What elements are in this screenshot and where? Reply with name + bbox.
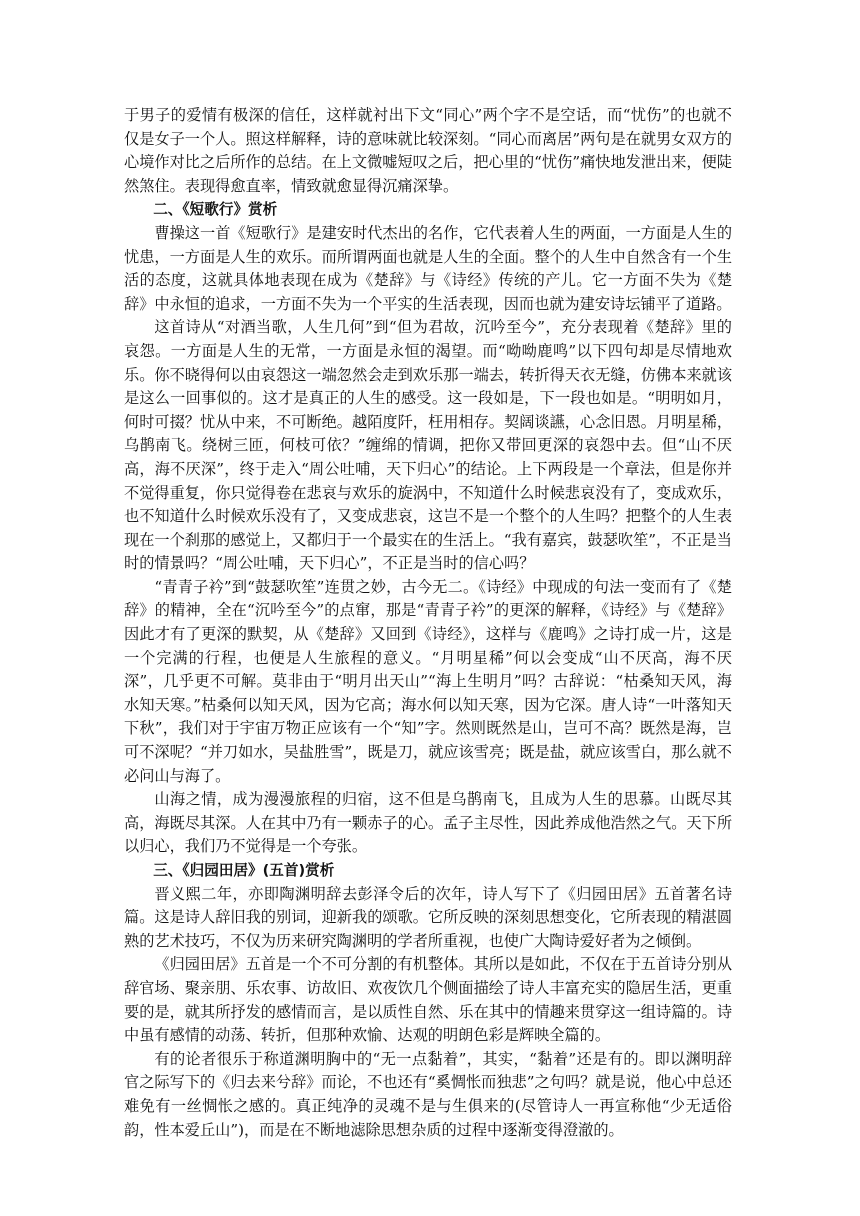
body-paragraph: 《归园田居》五首是一个不可分割的有机整体。其所以是如此，不仅在于五首诗分别从辞官场、聚亲朋、乐农事、访故旧、欢夜饮几个侧面描绘了诗人丰富充实的隐居生活，更重要的是，就其所抒发的感情而言，是以质性自然、乐在其中的情趣来贯穿这一组诗篇的。诗中虽有感情的动荡、转折，但那种欢愉、达观的明朗色彩是辉映全篇的。 bbox=[124, 955, 732, 1045]
body-paragraph: 曹操这一首《短歌行》是建安时代杰出的名作，它代表着人生的两面，一方面是人生的忧患，一方面是人生的欢乐。而所谓两面也就是人生的全面。整个的人生中自然含有一个生活的态度，这就具体地表现在成为《楚辞》与《诗经》传统的产儿。它一方面不失为《楚辞》中永恒的追求，一方面不失为一个平实的生活表现，因而也就为建安诗坛铺平了道路。 bbox=[124, 223, 732, 313]
body-paragraph: “青青子衿”到“鼓瑟吹笙”连贯之妙，古今无二。《诗经》中现成的句法一变而有了《楚辞》的精神，全在“沉吟至今”的点窜，那是“青青子衿”的更深的解释，《诗经》与《楚辞》因此才有了更深的默契，从《楚辞》又回到《诗经》，这样与《鹿鸣》之诗打成一片，这是一个完满的行程，也便是人生旅程的意义。“月明星稀”何以会变成“山不厌高，海不厌深”，几乎更不可解。莫非由于“明月出天山”“海上生明月”吗？古辞说：“枯桑知天风，海水知天寒。”枯桑何以知天风，因为它高；海水何以知天寒，因为它深。唐人诗“一叶落知天下秋”，我们对于宇宙万物正应该有一个“知”字。然则既然是山，岂可不高？既然是海，岂可不深呢？“并刀如水，吴盐胜雪”，既是刀，就应该雪亮；既是盐，就应该雪白，那么就不必问山与海了。 bbox=[124, 577, 732, 785]
body-paragraph: 这首诗从“对酒当歌，人生几何”到“但为君故，沉吟至今”，充分表现着《楚辞》里的哀怨。一方面是人生的无常，一方面是永恒的渴望。而“呦呦鹿鸣”以下四句却是尽情地欢乐。你不晓得何以由哀怨这一端忽然会走到欢乐那一端去，转折得天衣无缝，仿佛本来就该是这么一回事似的。这才是真正的人生的感受。这一段如是，下一段也如是。“明明如月，何时可掇？忧从中来，不可断绝。越陌度阡，枉用相存。契阔谈讌，心念旧恩。月明星稀，乌鹊南飞。绕树三匝，何枝可依？”缠绵的情调，把你又带回更深的哀怨中去。但“山不厌高，海不厌深”，终于走入“周公吐哺，天下归心”的结论。上下两段是一个章法，但是你并不觉得重复，你只觉得卷在悲哀与欢乐的旋涡中，不知道什么时候悲哀没有了，变成欢乐，也不知道什么时候欢乐没有了，又变成悲哀，这岂不是一个整个的人生吗？把整个的人生表现在一个刹那的感觉上，又都归于一个最实在的生活上。“我有嘉宾，鼓瑟吹笙”，不正是当时的情景吗？“周公吐哺，天下归心”，不正是当时的信心吗？ bbox=[124, 318, 732, 573]
body-paragraph: 有的论者很乐于称道渊明胸中的“无一点黏着”，其实，“黏着”还是有的。即以渊明辞官之际写下的《归去来兮辞》而论，不也还有“奚惆怅而独悲”之句吗？就是说，他心中总还难免有一丝惆怅之感的。真正纯净的灵魂不是与生俱来的(尽管诗人一再宣称他“少无适俗韵，性本爱丘山”)，而是在不断地滤除思想杂质的过程中逐渐变得澄澈的。 bbox=[124, 1049, 732, 1139]
document-body bbox=[124, 104, 732, 1142]
section-heading: 三、《归园田居》(五首)赏析 bbox=[153, 862, 335, 879]
section-heading: 二、《短歌行》赏析 bbox=[153, 201, 278, 219]
body-paragraph: 山海之情，成为漫漫旅程的归宿，这不但是乌鹊南飞，且成为人生的思慕。山既尽其高，海既尽其深。人在其中乃有一颗赤子的心。孟子主尽性，因此养成他浩然之气。天下所以归心，我们乃不觉得是一个夸张。 bbox=[124, 790, 732, 856]
body-paragraph: 于男子的爱情有极深的信任，这样就衬出下文“同心”两个字不是空话，而“忧伤”的也就不仅是女子一个人。照这样解释，诗的意味就比较深刻。“同心而离居”两句是在就男女双方的心境作对比之后所作的总结。在上文微嘘短叹之后，把心里的“忧伤”痛快地发泄出来，便陡然煞住。表现得愈直率，情致就愈显得沉痛深挚。 bbox=[124, 106, 732, 195]
body-paragraph: 晋义熙二年，亦即陶渊明辞去彭泽令后的次年，诗人写下了《归园田居》五首著名诗篇。这是诗人辞旧我的别词，迎新我的颂歌。它所反映的深刻思想变化，它所表现的精湛圆熟的艺术技巧，不仅为历来研究陶渊明的学者所重视，也使广大陶诗爱好者为之倾倒。 bbox=[124, 884, 732, 950]
